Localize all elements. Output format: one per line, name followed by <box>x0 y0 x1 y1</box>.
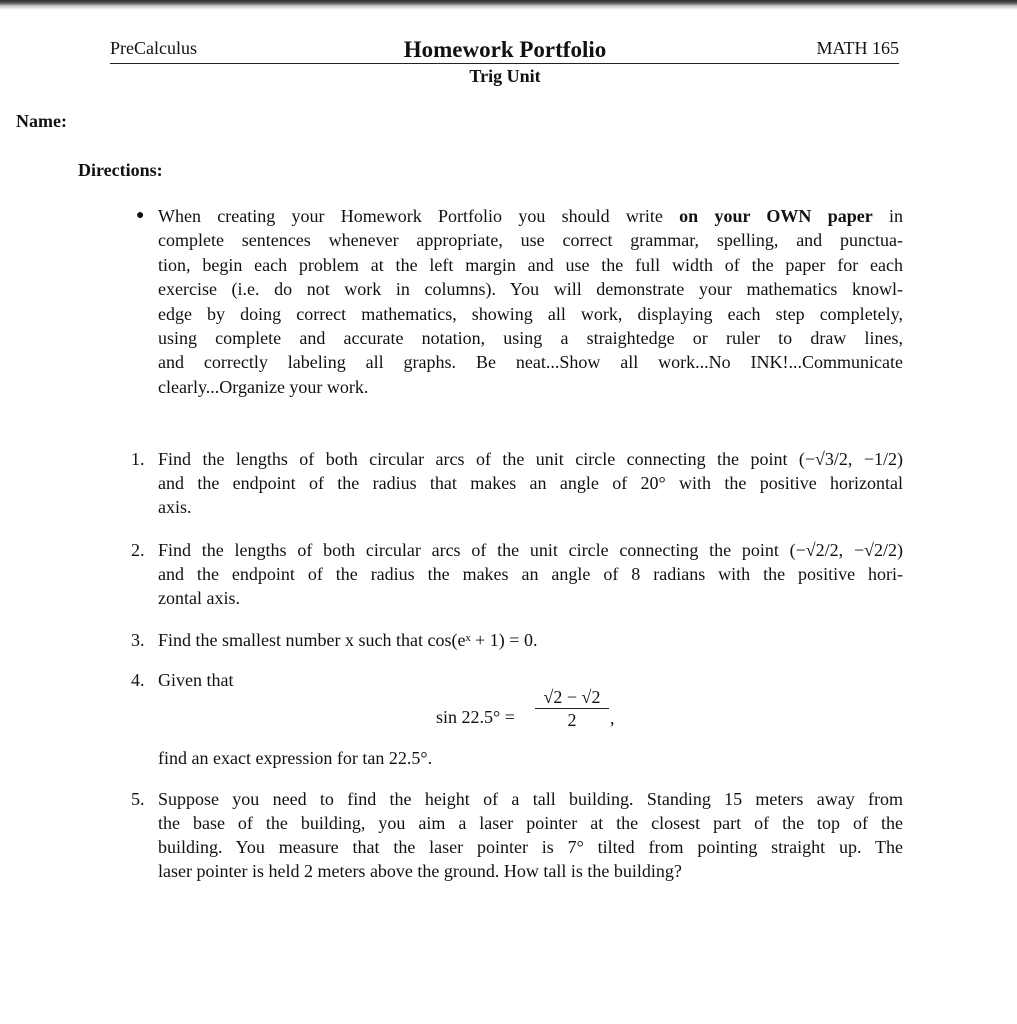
bullet-line: tion, begin each problem at the left margin and use the full width of the paper for each <box>158 254 903 275</box>
fraction-denominator: 2 <box>567 710 577 730</box>
problem-line: laser pointer is held 2 meters above the ground. How tall is the building? <box>158 861 682 881</box>
problem-line: Find the lengths of both circular arcs of the unit circle connecting the point (−√3/2, −1/2) <box>158 449 903 469</box>
problem-number: 2. <box>131 540 145 560</box>
equation-lhs: sin 22.5° = <box>436 707 515 727</box>
page-subtitle: Trig Unit <box>469 66 541 86</box>
name-label: Name: <box>16 111 67 131</box>
bullet-line: complete sentences whenever appropriate, use correct grammar, spelling, and punctua- <box>158 230 903 251</box>
problem-number: 1. <box>131 449 145 469</box>
problem-line: and the endpoint of the radius that makes an angle of 20° with the positive horizontal <box>158 473 903 493</box>
problem-line: Find the smallest number x such that cos(eˣ + 1) = 0. <box>158 630 538 650</box>
bullet-line <box>158 204 903 228</box>
problem-number: 3. <box>131 630 145 650</box>
bullet-icon: ● <box>136 208 145 223</box>
bullet-line: edge by doing correct mathematics, showing all work, displaying each step completely, <box>158 303 903 324</box>
directions-label: Directions: <box>78 160 163 180</box>
problem-line: zontal axis. <box>158 588 240 608</box>
text: When creating your Homework Portfolio you should write <box>158 206 680 226</box>
bullet-line: clearly...Organize your work. <box>158 376 369 397</box>
problem-line: Suppose you need to find the height of a tall building. Standing 15 meters away from <box>158 789 903 809</box>
bullet-line: using complete and accurate notation, using a straightedge or ruler to draw lines, <box>158 328 903 348</box>
problem-line: the base of the building, you aim a laser pointer at the closest part of the top of the <box>158 813 903 833</box>
problem-number: 5. <box>131 789 145 809</box>
problem-line: building. You measure that the laser pointer is 7° tilted from pointing straight up. The <box>158 837 903 857</box>
problem-line: and the endpoint of the radius the makes an angle of 8 radians with the positive hori- <box>158 564 903 584</box>
problem-line: axis. <box>158 497 192 517</box>
problem-line: Find the lengths of both circular arcs of the unit circle connecting the point (−√2/2, −√2/2) <box>158 540 903 560</box>
window-top-edge <box>0 0 1017 10</box>
problem-line: find an exact expression for tan 22.5°. <box>158 748 433 768</box>
header-rule <box>110 63 899 64</box>
problem-line: Given that <box>158 670 234 690</box>
fraction-numerator: √2 − √2 <box>535 686 609 709</box>
bullet-line: and correctly labeling all graphs. Be neat...Show all work...No INK!...Communicate <box>158 352 903 373</box>
equation-comma: , <box>610 708 615 728</box>
equation-fraction <box>535 686 609 731</box>
course-code: MATH 165 <box>816 38 899 58</box>
problem-number: 4. <box>131 670 145 690</box>
bullet-line: exercise (i.e. do not work in columns). You will demonstrate your mathematics knowl- <box>158 279 903 300</box>
text: in <box>872 206 903 226</box>
course-name: PreCalculus <box>110 38 197 58</box>
page-title: Homework Portfolio <box>403 37 607 62</box>
emphasis-text: on your OWN paper <box>679 206 873 226</box>
